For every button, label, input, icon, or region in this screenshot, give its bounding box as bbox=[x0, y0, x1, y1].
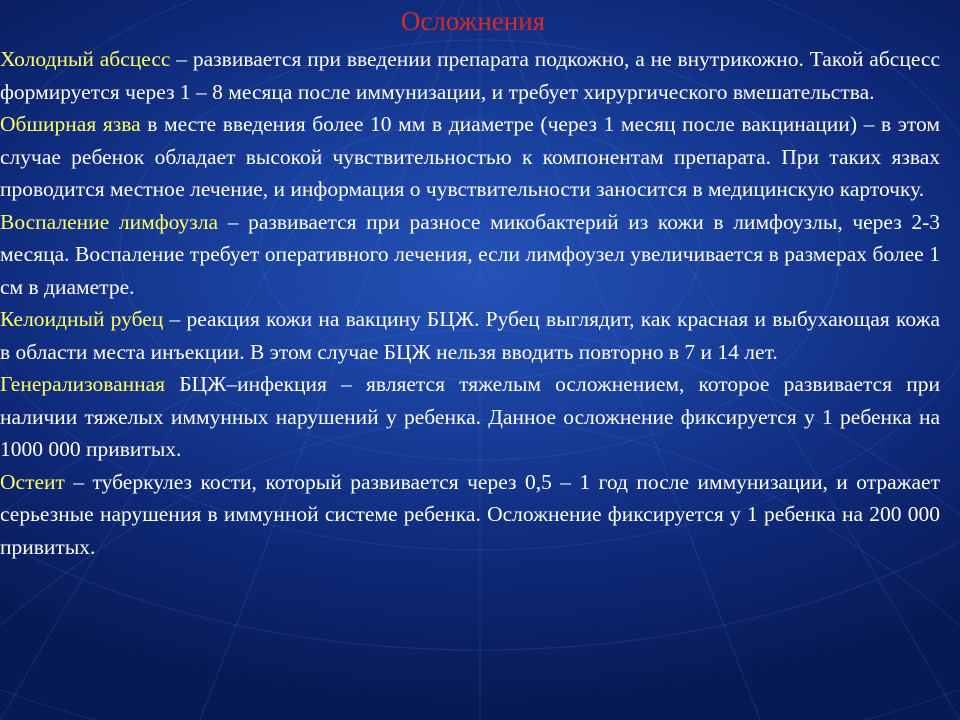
paragraph-extensive-ulcer bbox=[0, 108, 940, 206]
term-keloid-scar: Келоидный рубец bbox=[0, 307, 164, 331]
paragraph-text: БЦЖ–инфекция – является тяжелым осложнением, которое развивается при наличии тяжелых иммунных нарушений у ребенка. Данное осложнение фиксируется у 1 ребенка на 1000 000 привитых. bbox=[0, 372, 940, 461]
slide-content bbox=[0, 43, 940, 563]
paragraph-text: в месте введения более 10 мм в диаметре (через 1 месяц после вакцинации) – в этом случае ребенок обладает высокой чувствительностью к компонентам препарата. При таких язвах проводится местное лечение, и информация о чувствительности заносится в медицинскую карточку. bbox=[0, 112, 940, 201]
paragraph-cold-abscess bbox=[0, 43, 940, 108]
paragraph-text: – реакция кожи на вакцину БЦЖ. Рубец выглядит, как красная и выбухающая кожа в области места инъекции. В этом случае БЦЖ нельзя вводить повторно в 7 и 14 лет. bbox=[0, 307, 940, 364]
term-lymph-node-inflammation: Воспаление лимфоузла bbox=[0, 209, 219, 234]
term-cold-abscess: Холодный абсцесс bbox=[0, 47, 171, 71]
term-extensive-ulcer: Обширная язва bbox=[0, 112, 141, 136]
paragraph-lymph-node bbox=[0, 206, 940, 304]
paragraph-text: – развивается при разносе микобактерий из кожи в лимфоузлы, через 2-3 месяца. Воспаление требует оперативного лечения, если лимфоузел увеличивается в размерах более 1 см в диаметре. bbox=[0, 209, 941, 299]
term-generalized: Генерализованная bbox=[0, 372, 166, 396]
term-osteitis: Остеит bbox=[0, 469, 65, 494]
slide-title: Осложнения bbox=[400, 6, 546, 36]
paragraph-text: – туберкулез кости, который развивается через 0,5 – 1 год после иммунизации, и отражает серьезные нарушения в иммунной системе ребенка. Осложнение фиксируется у 1 ребенка на 200 000 привитых. bbox=[0, 469, 940, 559]
paragraph-generalized-infection bbox=[0, 368, 940, 466]
paragraph-text: – развивается при введении препарата подкожно, а не внутрикожно. Такой абсцесс формируется через 1 – 8 месяца после иммунизации, и требует хирургического вмешательства. bbox=[0, 47, 940, 104]
paragraph-osteitis bbox=[0, 466, 940, 564]
paragraph-keloid-scar bbox=[0, 303, 940, 368]
